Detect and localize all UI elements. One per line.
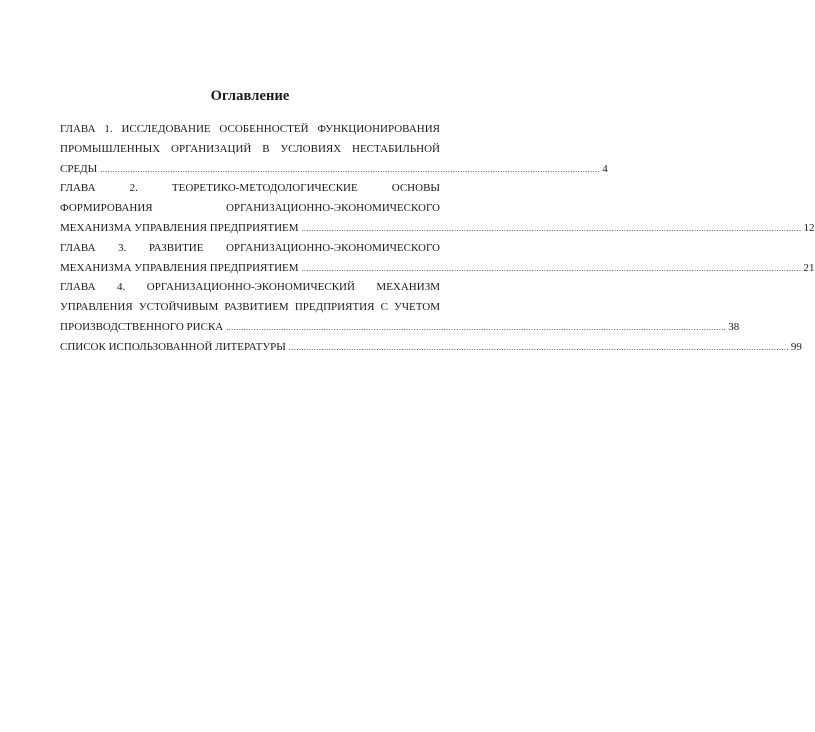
toc-page-number: 38 (728, 320, 740, 333)
toc-entry-line: УПРАВЛЕНИЯ УСТОЙЧИВЫМ РАЗВИТИЕМ ПРЕДПРИЯТИЯ С УЧЕТОМ (60, 301, 440, 314)
toc-entry-line: ПРОМЫШЛЕННЫХ ОРГАНИЗАЦИЙ В УСЛОВИЯХ НЕСТАБИЛЬНОЙ (60, 142, 440, 155)
toc-entry-line: ФОРМИРОВАНИЯ ОРГАНИЗАЦИОННО-ЭКОНОМИЧЕСКОГО (60, 202, 440, 215)
toc-entry-text: МЕХАНИЗМА УПРАВЛЕНИЯ ПРЕДПРИЯТИЕМ (60, 221, 299, 234)
toc-dot-leader: ........................................................................................................................................................................................................ (301, 223, 802, 233)
toc-entry-chapter-3[interactable] (60, 239, 815, 279)
toc-entry-last-line (60, 259, 815, 279)
toc-entry-line: ГЛАВА 3. РАЗВИТИЕ ОРГАНИЗАЦИОННО-ЭКОНОМИЧЕСКОГО (60, 241, 440, 254)
toc-entry-chapter-1[interactable] (60, 120, 608, 179)
toc-title: Оглавление (210, 88, 290, 104)
toc-entry-text: ПРОИЗВОДСТВЕННОГО РИСКА (60, 320, 224, 333)
toc-entry-line: ГЛАВА 2. ТЕОРЕТИКО-МЕТОДОЛОГИЧЕСКИЕ ОСНОВЫ (60, 182, 440, 195)
toc-entry-text: МЕХАНИЗМА УПРАВЛЕНИЯ ПРЕДПРИЯТИЕМ (60, 261, 299, 274)
table-of-contents (60, 120, 815, 358)
toc-page-number: 12 (803, 221, 815, 234)
toc-entry-text: СРЕДЫ (60, 162, 98, 175)
toc-entry-last-line (60, 160, 608, 180)
toc-page-number: 99 (790, 340, 802, 353)
toc-dot-leader: ........................................................................................................................................................................................................ (226, 322, 727, 332)
toc-entry-last-line (60, 318, 740, 338)
toc-entry-references[interactable] (60, 338, 802, 358)
toc-page-number: 4 (602, 162, 608, 175)
toc-entry-chapter-2[interactable] (60, 179, 815, 238)
toc-page-number: 21 (803, 261, 815, 274)
toc-dot-leader: ........................................................................................................................................................................................................ (288, 342, 789, 352)
toc-dot-leader: ........................................................................................................................................................................................................ (301, 263, 802, 273)
toc-entry-last-line (60, 219, 815, 239)
toc-entry-line: ГЛАВА 4. ОРГАНИЗАЦИОННО-ЭКОНОМИЧЕСКИЙ МЕХАНИЗМ (60, 281, 440, 294)
toc-dot-leader: ........................................................................................................................................................................................................ (100, 164, 601, 174)
toc-entry-chapter-4[interactable] (60, 278, 740, 337)
toc-entry-line: ГЛАВА 1. ИССЛЕДОВАНИЕ ОСОБЕННОСТЕЙ ФУНКЦИОНИРОВАНИЯ (60, 123, 440, 135)
toc-entry-text: СПИСОК ИСПОЛЬЗОВАННОЙ ЛИТЕРАТУРЫ (60, 340, 286, 353)
toc-entry-last-line (60, 338, 802, 358)
